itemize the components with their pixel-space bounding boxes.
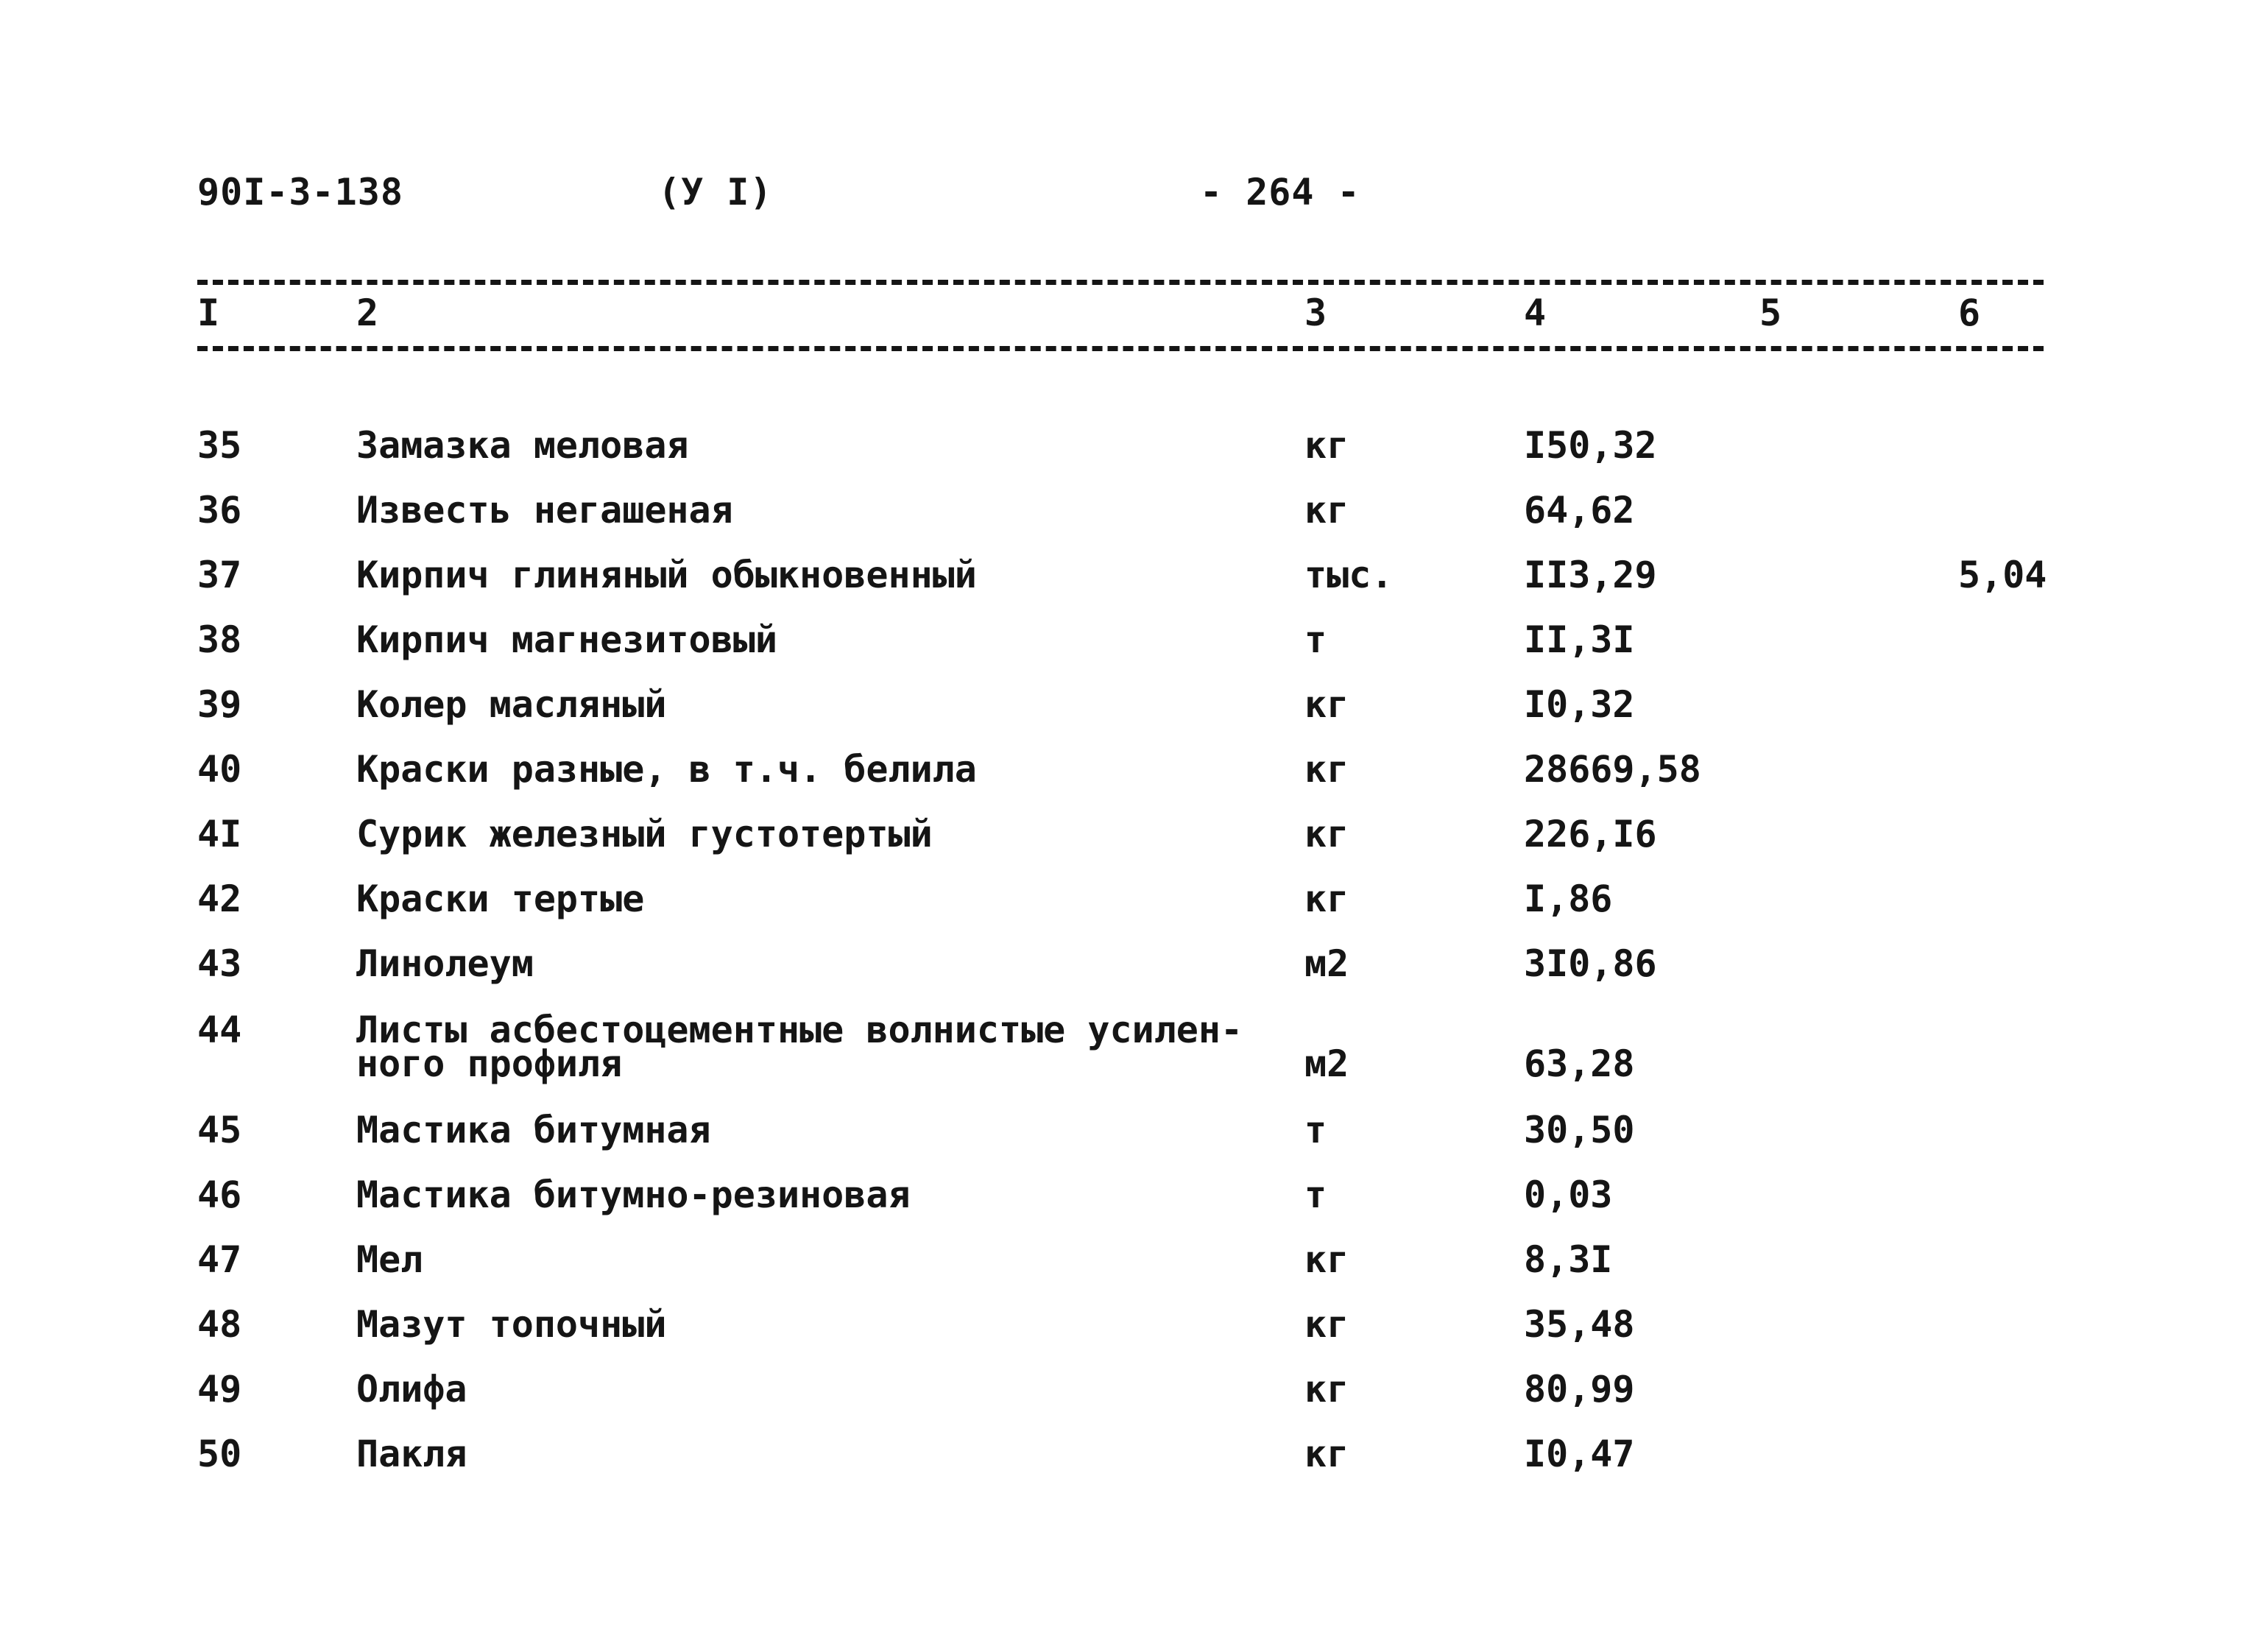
unit-of-measure: кг: [1304, 1433, 1349, 1475]
table-row: [0, 1009, 2260, 1097]
column-header-1: I: [197, 292, 220, 334]
row-number: 42: [197, 878, 242, 920]
row-number: 40: [197, 748, 242, 791]
material-name: Колер масляный: [356, 683, 667, 726]
material-name: Краски тертые: [356, 878, 645, 920]
unit-of-measure: кг: [1304, 683, 1349, 726]
row-number: 47: [197, 1238, 242, 1281]
material-name: Олифа: [356, 1368, 467, 1411]
quantity: II,3I: [1524, 618, 1635, 661]
material-name: Мастика битумно-резиновая: [356, 1173, 911, 1216]
material-name: Замазка меловая: [356, 424, 689, 467]
material-name: Листы асбестоцементные волнистые усилен-: [356, 1009, 1243, 1051]
row-number: 49: [197, 1368, 242, 1411]
row-number: 45: [197, 1109, 242, 1151]
material-name: Известь негашеная: [356, 489, 733, 532]
material-name: Мастика битумная: [356, 1109, 711, 1151]
quantity: 80,99: [1524, 1368, 1635, 1411]
material-name: Линолеум: [356, 942, 534, 985]
row-number: 44: [197, 1009, 242, 1051]
row-number: 50: [197, 1433, 242, 1475]
column-header-2: 2: [356, 292, 379, 334]
quantity: 35,48: [1524, 1303, 1635, 1346]
column-header-4: 4: [1524, 292, 1547, 334]
row-number: 46: [197, 1173, 242, 1216]
unit-of-measure: кг: [1304, 489, 1349, 532]
unit-of-measure: кг: [1304, 748, 1349, 791]
material-name: Мазут топочный: [356, 1303, 667, 1346]
quantity: I50,32: [1524, 424, 1657, 467]
quantity: I0,47: [1524, 1433, 1635, 1475]
unit-of-measure: кг: [1304, 1368, 1349, 1411]
unit-of-measure: кг: [1304, 878, 1349, 920]
quantity: 3I0,86: [1524, 942, 1657, 985]
column-header-5: 5: [1759, 292, 1782, 334]
material-name: Кирпич глиняный обыкновенный: [356, 554, 977, 596]
page-number: - 264 -: [1200, 171, 1360, 213]
quantity: 63,28: [1524, 1042, 1635, 1085]
document-code: 90I-3-138: [197, 171, 403, 213]
quantity: 64,62: [1524, 489, 1635, 532]
unit-of-measure: тыс.: [1304, 554, 1394, 596]
unit-of-measure: т: [1304, 618, 1327, 661]
row-number: 36: [197, 489, 242, 532]
material-name-continuation: ного профиля: [356, 1042, 623, 1085]
row-number: 48: [197, 1303, 242, 1346]
row-number: 4I: [197, 813, 242, 855]
quantity: I0,32: [1524, 683, 1635, 726]
row-number: 35: [197, 424, 242, 467]
row-number: 38: [197, 618, 242, 661]
unit-of-measure: м2: [1304, 942, 1349, 985]
quantity: 30,50: [1524, 1109, 1635, 1151]
unit-of-measure: кг: [1304, 813, 1349, 855]
table-top-rule: [197, 280, 2044, 285]
quantity: I,86: [1524, 878, 1613, 920]
quantity: 8,3I: [1524, 1238, 1613, 1281]
row-number: 39: [197, 683, 242, 726]
column-header-3: 3: [1304, 292, 1327, 334]
material-name: Сурик железный густотертый: [356, 813, 933, 855]
unit-of-measure: кг: [1304, 1238, 1349, 1281]
column-6-value: 5,04: [1958, 554, 2047, 596]
unit-of-measure: кг: [1304, 1303, 1349, 1346]
unit-of-measure: т: [1304, 1173, 1327, 1216]
quantity: 0,03: [1524, 1173, 1613, 1216]
table-header-rule: [197, 346, 2044, 351]
unit-of-measure: кг: [1304, 424, 1349, 467]
row-number: 43: [197, 942, 242, 985]
unit-of-measure: т: [1304, 1109, 1327, 1151]
document-mark: (У I): [658, 171, 773, 213]
material-name: Кирпич магнезитовый: [356, 618, 777, 661]
quantity: 28669,58: [1524, 748, 1701, 791]
material-name: Краски разные, в т.ч. белила: [356, 748, 977, 791]
column-header-6: 6: [1958, 292, 1981, 334]
material-name: Пакля: [356, 1433, 467, 1475]
unit-of-measure: м2: [1304, 1042, 1349, 1085]
quantity: II3,29: [1524, 554, 1657, 596]
material-name: Мел: [356, 1238, 423, 1281]
quantity: 226,I6: [1524, 813, 1657, 855]
row-number: 37: [197, 554, 242, 596]
